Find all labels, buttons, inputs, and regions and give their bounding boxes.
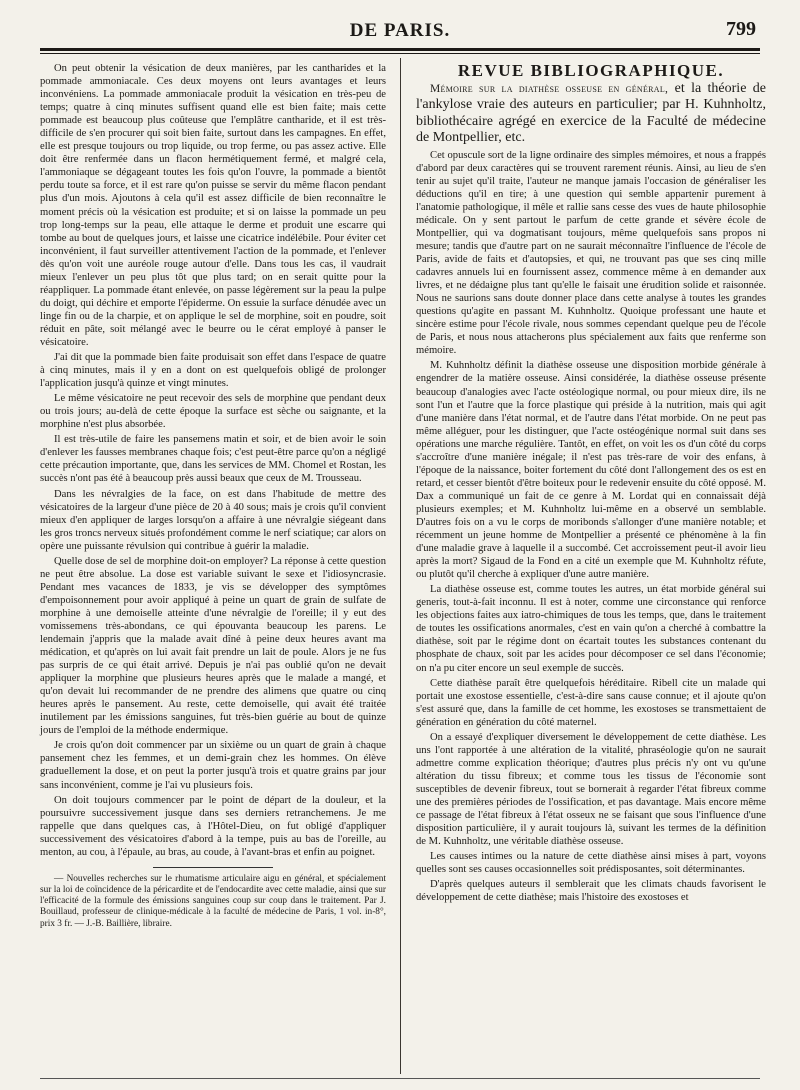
paragraph: J'ai dit que la pommade bien faite produisait son effet dans l'espace de quatre à cinq minutes, mais il y en a dont on est quelquefois obligé de prolonger l'application jusqu'à quinze et vingt minutes. <box>40 352 386 390</box>
paragraph: On doit toujours commencer par le point de départ de la douleur, et la poursuivre successivement jusque dans ses derniers retranchemens. Je me rappelle que dans quelques cas, à l'Hôtel-Dieu, on fut obligé d'appliquer successivement des vésicatoires d'abord à la tempe, puis au bas de l'oreille, au menton, au cou, à l'épaule, au bras, au coude, à l'avant-bras et enfin au poignet. <box>40 794 386 858</box>
footnote-separator <box>153 867 273 868</box>
paragraph: On peut obtenir la vésication de deux manières, par les cantharides et la pommade ammoniacale. Ces deux moyens ont leurs avantages et leurs inconvéniens. La pommade ammoniacale produit la vésication en très-peu de temps; quatre à cinq minutes suffisent quand elle est bien faite; mais cette pommade est beaucoup plus coûteuse que l'emplâtre cantharide, et il est très-difficile de s'en procurer qui soit bien faite, surtout dans les campagnes. En effet, elle est presque toujours ou trop liquide, ou trop ferme, ou pas assez active. Elle doit être renfermée dans un flacon hermétiquement fermé, et malgré cela, l'ammoniaque se dégageant toutes les fois qu'on l'ouvre, la pommade a bientôt perdu toute sa force, et il est rare qu'on puisse se servir du même flacon pendant plus d'un mois. Ajoutons à cela qu'il est assez difficile de bien reconnaître le moment précis où la vésication est produite; et si on laisse la pommade un peu trop long-temps sur la peau, elle attaque le derme et produit une escarre qui tombe au bout de quelques jours, et laisse une cicatrice indélébile. Pour éviter cet inconvénient, il faut surveiller attentivement l'action de la pommade, et l'enlever dès qu'on voit une auréole rouge autour d'elle. Dans tous les cas, il vaudrait mieux l'enlever un peu plus tôt que plus tard; on en serait quitte pour la réappliquer. La pommade étant enlevée, on passe légèrement sur la peau la pulpe du doigt, qui déchire et emporte l'épiderme. On essuie la surface dénudée avec un linge fin ou de la charpie, et on applique le sel de morphine, soit en poudre, soit réduit en pâte, soit mélangé avec le beurre ou le cérat employé à panser le vésicatoire. <box>40 63 386 348</box>
article-heading-caps: Mémoire sur la diathèse osseuse en général, <box>430 83 669 96</box>
paragraph: Quelle dose de sel de morphine doit-on employer? La réponse à cette question ne peut être absolue. La dose est variable suivant le sexe et l'idiosyncrasie. Pendant mes vacances de 1833, je vis se développer des symptômes d'empoisonnement pour avoir appliqué à peine un quart de grain de sulfate de morphine à une demoiselle atteinte d'une névralgie de l'oreille; il y eut des vomissemens très-abondans, ce qui épouvanta beaucoup les parens. Le lendemain j'appris que la malade avait dîné à peine deux heures avant ma médication, et qu'après on lui avait fait prendre un lait de poule. Alors je ne fus pas surpris de ce qui était arrivé. Depuis je n'ai pas oublié qu'on ne devait appliquer la morphine que plusieurs heures après que le malade a mangé, et qu'on devait lui recommander de ne prendre des alimens que quatre ou cinq heures après le pansement. Au reste, cette demoiselle, qui avait été traitée inutilement par les émissions sanguines, fut très-bien guérie au bout de quinze jours de l'emploi de la méthode endermique. <box>40 555 386 737</box>
paragraph: Cette diathèse paraît être quelquefois héréditaire. Ribell cite un malade qui portait une exostose essentielle, c'est-à-dire sans cause connue; et il ajoute qu'on s'est assuré que, dans la famille de cet homme, les exostoses se transmettaient de génération en génération du côté maternel. <box>416 677 766 728</box>
paragraph: M. Kuhnholtz définit la diathèse osseuse une disposition morbide générale à engendrer de la matière osseuse. Ainsi considérée, la diathèse osseuse présente beaucoup d'analogies avec l'acte ostéologique normal, ou pour mieux dire, ils ne sont l'un et l'autre que la force plastique qui préside à la nutrition, mais qui agit d'une manière dans l'état normal, et de l'autre dans l'état morbide. On ne peut pas même alléguer, pour les distinguer, que l'acte ostéogénique normal suit dans ses opérations une marche régulière. Tantôt, en effet, on voit les os d'un côté du corps s'accroître d'une manière inégale; il n'est pas très-rare de voir des enfans, à l'époque de la naissance, boiter fortement du côté dont l'allongement des os est en retard, et cesser bientôt d'être boiteux pour le redevenir ensuite du côté opposé. M. Dax a communiqué un fait de ce genre à M. Lordat qui en connaissait déjà plusieurs exemples; et M. Kuhnholtz lui-même en a observé un semblable. D'autres fois on a vu le corps de moribonds s'allonger d'une manière notable; et récemment un jeune homme de Montpellier a présenté ce phénomène à la fin d'une maladie grave à laquelle il a succombé. Cet accroissement peut-il avoir lieu après la mort? Sigaud de la Fond en a cité un exemple que M. Kuhnholtz réfute, ou plutôt qu'il cherche à expliquer d'une autre manière. <box>416 360 766 581</box>
masthead <box>40 20 760 44</box>
paragraph: On a essayé d'expliquer diversement le développement de cette diathèse. Les uns l'ont rapportée à une altération de la vitalité, phraséologie qu'on ne saurait admettre comme explication théorique; d'autres plus précis n'y ont vu qu'une altération du tissu fibreux; et comme tous les tissus de l'économie sont susceptibles de devenir fibreux, tout se bornerait à regarder l'état fibreux comme une des premières périodes de l'ossification, et pas davantage. Mais encore même ce passage de l'état fibreux à l'état osseux ne se faisant que sous l'influence d'une disposition particulière, il y aurait toujours là, suivant les termes de la définition de M. Kuhnholtz, une véritable diathèse osseuse. <box>416 731 766 848</box>
footnote-text: — Nouvelles recherches sur le rhumatisme articulaire aigu en général, et spécialement sur la loi de coïncidence de la péricardite et de l'endocardite avec cette maladie, ainsi que sur l'efficacité de la formule des émissions sanguines coup sur coup dans le traitement. Par J. Bouillaud, professeur de clinique-médicale à la faculté de médecine de Paris, 1 vol. in-8°, prix 3 fr. — J.-B. Baillière, libraire. <box>40 873 386 929</box>
paragraph: Dans les névralgies de la face, on est dans l'habitude de mettre des vésicatoires de la largeur d'une pièce de 20 à 40 sous; mais je crois qu'il convient mieux d'en appliquer de larges lorsqu'on a affaire à une névralgie siégeant dans les gros troncs nerveux situés profondément comme le nerf sciatique; car alors on opère une puissante révulsion qui contribue à guérir la maladie. <box>40 488 386 552</box>
paragraph: D'après quelques auteurs il semblerait que les climats chauds favorisent le développement de cette diathèse; mais l'histoire des exostoses et <box>416 879 766 904</box>
left-column <box>40 62 386 930</box>
paragraph: Je crois qu'on doit commencer par un sixième ou un quart de grain à chaque pansement chez les femmes, et un demi-grain chez les hommes. On élève graduellement la dose, et on peut la porter jusqu'à trois et quatre grains par jour sans inconvénient, comme je l'ai vu plusieurs fois. <box>40 740 386 791</box>
footnote <box>40 874 386 930</box>
footer-rule <box>40 1078 760 1079</box>
paragraph: Les causes intimes ou la nature de cette diathèse ainsi mises à part, voyons quelles sont ses causes occasionnelles soit prédisposantes, soit déterminantes. <box>416 851 766 876</box>
article-heading-rest: et la théorie de l'ankylose vraie des auteurs en particulier; par H. Kuhnholtz, bibliothécaire agrégé en exercice de la Faculté de médecine de Montpellier, etc. <box>416 81 766 146</box>
header-rule-thin <box>40 53 760 54</box>
paragraph: Il est très-utile de faire les pansemens matin et soir, et de bien avoir le soin d'enlever les fausses membranes chaque fois; c'est peut-être parce qu'on a négligé cette précaution importante, que, dans les services de MM. Chomel et Rostan, les succès n'ont pas été à beaucoup près aussi beaux que ceux de M. Trousseau. <box>40 434 386 485</box>
paragraph: La diathèse osseuse est, comme toutes les autres, un état morbide général sui generis, tout-à-fait inconnu. Il est à noter, comme une circonstance qui renforce les objections faites aux iatro-chimiques de tous les temps, que, dans le traitement de toutes les ossifications anormales, c'est en vain qu'on a cherché à combattre la diathèse, soit par le régime dont on écartait toutes les substances contenant du phosphate de chaux, soit par les acides pour décomposer ce sel dans l'économie; on n'a pu citer encore un seul exemple de succès. <box>416 584 766 674</box>
header-rule <box>40 48 760 51</box>
column-divider <box>400 58 401 1074</box>
right-column <box>416 62 766 906</box>
paragraph: Le même vésicatoire ne peut recevoir des sels de morphine que pendant deux ou trois jours; au-delà de cette époque la surface est sèche ou saignante, et la morphine n'est plus absorbée. <box>40 393 386 431</box>
section-title: REVUE BIBLIOGRAPHIQUE. <box>457 61 725 80</box>
running-title: DE PARIS. <box>349 20 451 41</box>
article-heading <box>416 81 766 147</box>
paragraph: Cet opuscule sort de la ligne ordinaire des simples mémoires, et nous a frappés d'abord par deux caractères qui se trouvent rarement réunis. Ainsi, au lieu de s'en tenir au sujet qu'il traite, l'auteur ne manque jamais l'occasion de généraliser les déductions qu'il en tire; à une question qui semble appartenir purement à l'anatomie pathologique, il mêle et rallie sans cesse des vues de haute philosophie médicale. On y sent partout le parfum de cette grande et sévère école de Montpellier, qui va dogmatisant toujours, même quelquefois sans propos ni mesure; tandis que d'autre part on ne saurait méconnaître l'influence de l'école de Paris, avide de faits et d'autopsies, et qui, ne trouvant pas que ses cinq mille cadavres annuels lui en fournissent assez, commence même à en demander aux livres, et ne dédaigne plus tant qu'elle le faisait une érudition solide et raisonnée. Nous ne saurions sans doute donner place dans cette analyse à toutes les grandes questions qu'agite en passant M. Kuhnholtz. Quoique professant une haute et sincère estime pour l'école rivale, nous sommes cependant quelque peu de l'école de Paris, et nous nous attacherons plus spécialement aux faits que renferme son mémoire. <box>416 149 766 357</box>
page-number: 799 <box>726 18 756 40</box>
